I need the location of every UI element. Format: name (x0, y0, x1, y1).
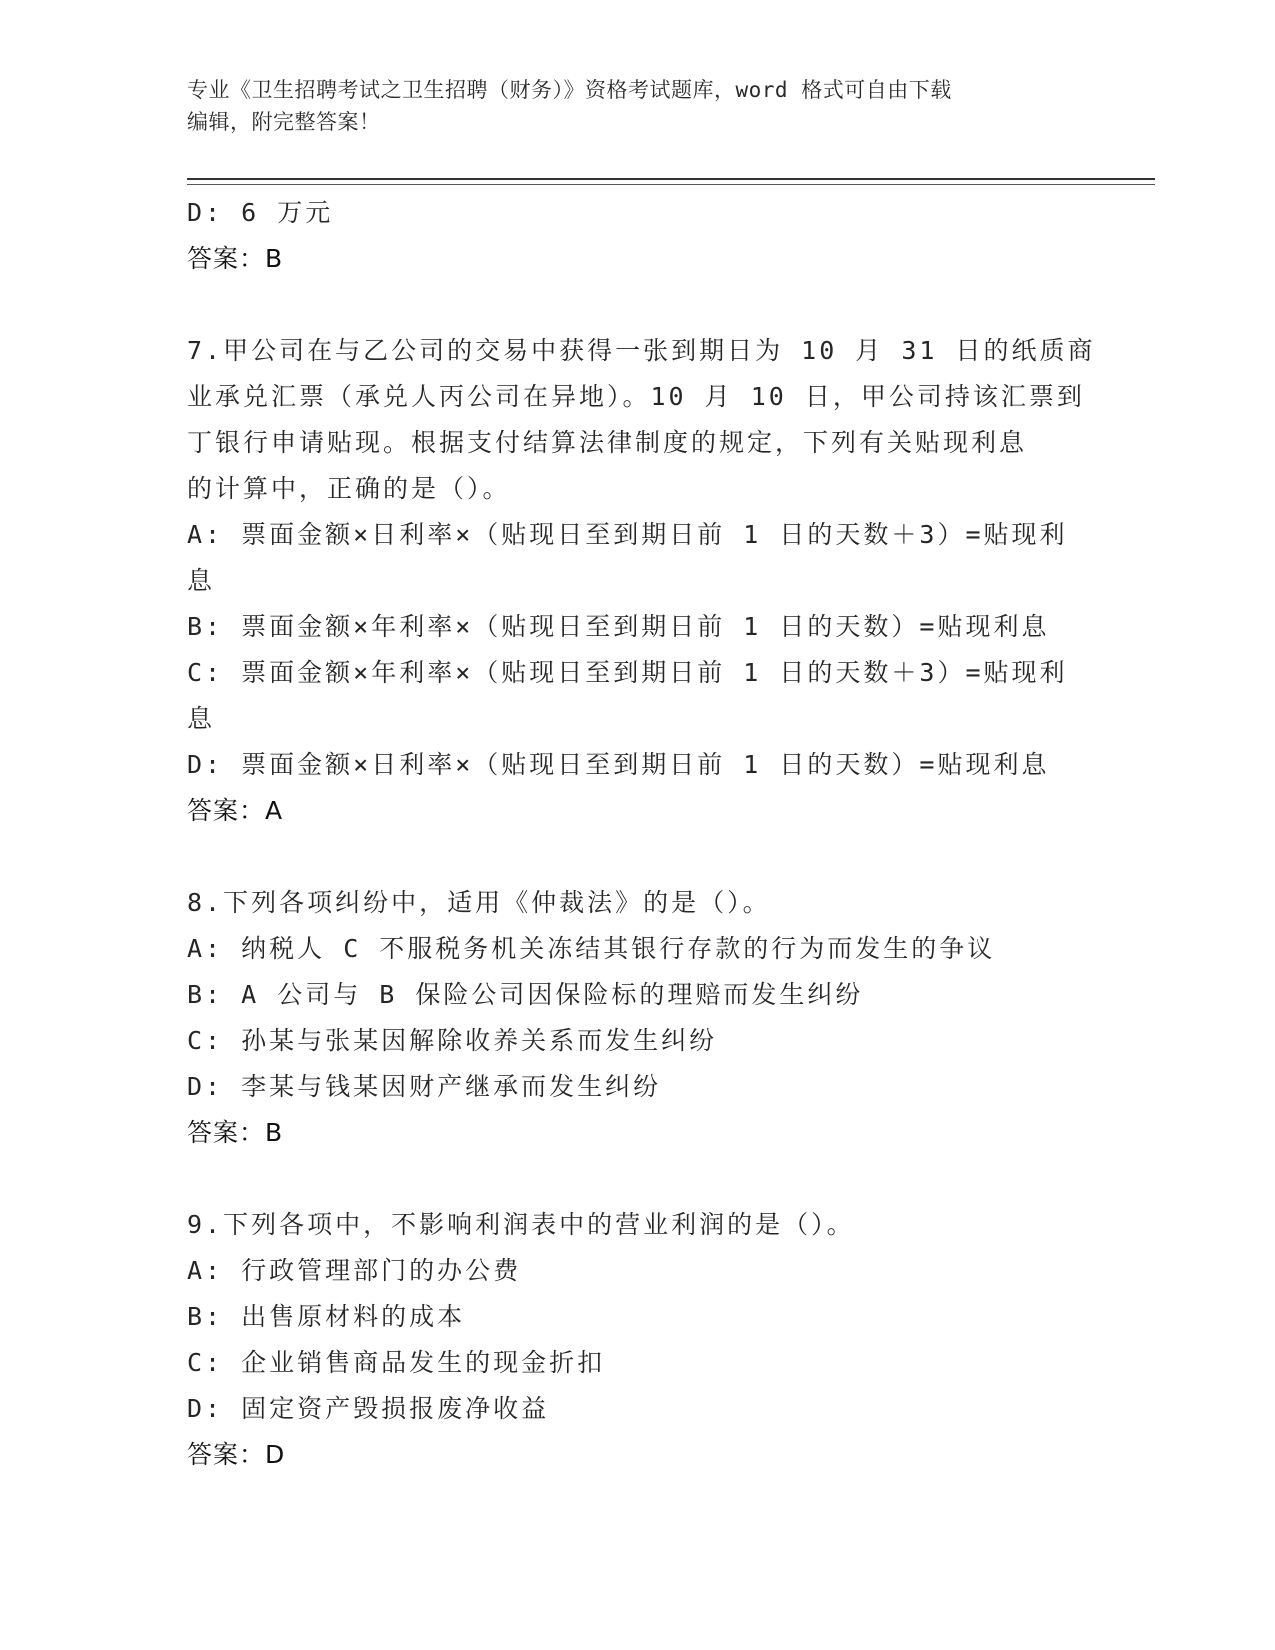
option-a: A: 纳税人 C 不服税务机关冻结其银行存款的行为而发生的争议 (187, 934, 996, 963)
question-block-7 (187, 328, 1096, 834)
answer-line: 答案：B (187, 244, 284, 273)
question-stem-line: 8.下列各项纠纷中，适用《仲裁法》的是（）。 (187, 888, 771, 917)
question-list (187, 190, 1096, 1478)
answer-line: 答案：D (187, 1440, 286, 1469)
answer-line: 答案：B (187, 1118, 284, 1147)
option-a: A: 行政管理部门的办公费 (187, 1256, 522, 1285)
document-header (187, 74, 1087, 138)
question-stem-line: 业承兑汇票（承兑人丙公司在异地）。10 月 10 日，甲公司持该汇票到 (187, 382, 1085, 411)
question-stem-line: 9.下列各项中，不影响利润表中的营业利润的是（）。 (187, 1210, 855, 1239)
option-c: C: 票面金额×年利率×（贴现日至到期日前 1 日的天数＋3）=贴现利 (187, 658, 1068, 687)
question-stem-line: 的计算中，正确的是（）。 (187, 474, 511, 503)
option-d: D: 李某与钱某因财产继承而发生纠纷 (187, 1072, 662, 1101)
option-b: B: A 公司与 B 保险公司因保险标的理赔而发生纠纷 (187, 980, 864, 1009)
question-block-prev (187, 190, 1087, 282)
option-d: D: 票面金额×日利率×（贴现日至到期日前 1 日的天数）=贴现利息 (187, 750, 1050, 779)
spacer (187, 834, 1087, 880)
header-line-1: 专业《卫生招聘考试之卫生招聘（财务）》资格考试题库，word 格式可自由下载 (187, 78, 952, 102)
option-c-continued: 息 (187, 704, 216, 733)
option-b: B: 出售原材料的成本 (187, 1302, 466, 1331)
question-stem-line: 丁银行申请贴现。根据支付结算法律制度的规定，下列有关贴现利息 (187, 428, 1028, 457)
option-a-continued: 息 (187, 566, 216, 595)
option-a: A: 票面金额×日利率×（贴现日至到期日前 1 日的天数＋3）=贴现利 (187, 520, 1068, 549)
question-stem-line: 7.甲公司在与乙公司的交易中获得一张到期日为 10 月 31 日的纸质商 (187, 336, 1096, 365)
header-divider-thick (187, 178, 1155, 180)
answer-line: 答案：A (187, 796, 284, 825)
header-line-2: 编辑，附完整答案！ (187, 110, 381, 134)
header-divider-thin (187, 184, 1155, 185)
option-c: C: 孙某与张某因解除收养关系而发生纠纷 (187, 1026, 718, 1055)
option-d: D: 6 万元 (187, 198, 334, 227)
spacer (187, 1156, 1087, 1202)
question-block-8 (187, 880, 1087, 1156)
option-c: C: 企业销售商品发生的现金折扣 (187, 1348, 606, 1377)
spacer (187, 282, 1087, 328)
option-d: D: 固定资产毁损报废净收益 (187, 1394, 550, 1423)
question-block-9 (187, 1202, 1087, 1478)
option-b: B: 票面金额×年利率×（贴现日至到期日前 1 日的天数）=贴现利息 (187, 612, 1050, 641)
